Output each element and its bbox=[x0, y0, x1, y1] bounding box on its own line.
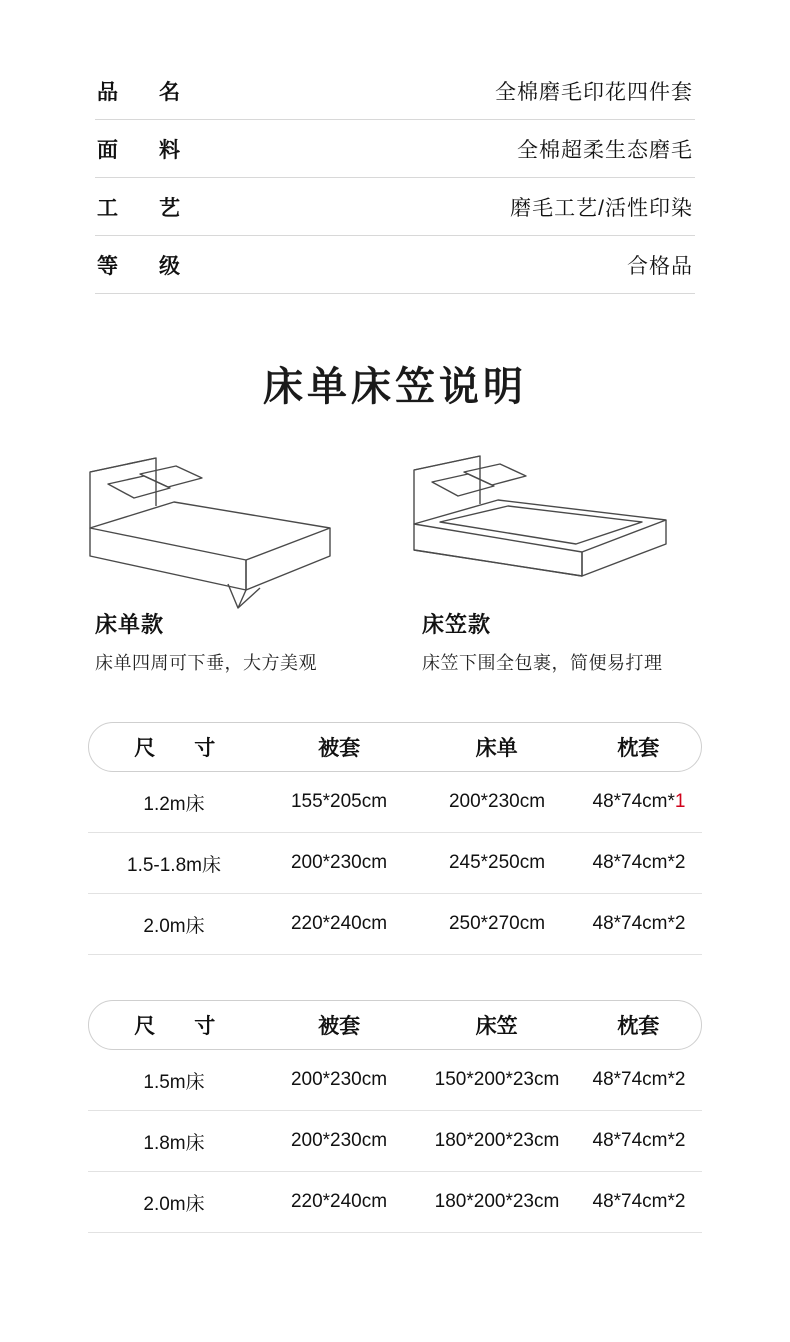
cell-pillowcase: 48*74cm*2 bbox=[592, 1069, 686, 1090]
caption-title: 床笠款 bbox=[422, 612, 492, 637]
table-row bbox=[88, 1050, 702, 1111]
caption-flat-sheet bbox=[95, 608, 317, 675]
cell-quilt-cover: 200*230cm bbox=[290, 1130, 388, 1151]
column-header-quilt-cover: 被套 bbox=[318, 737, 361, 760]
caption-title: 床单款 bbox=[95, 612, 165, 637]
cell-size: 2.0m床 bbox=[143, 1193, 205, 1215]
table-row bbox=[88, 833, 702, 894]
spec-value: 全棉超柔生态磨毛 bbox=[517, 138, 693, 162]
cell-size: 1.2m床 bbox=[143, 793, 205, 815]
flat-sheet-bed-illustration bbox=[78, 450, 368, 610]
cell-quilt-cover: 200*230cm bbox=[290, 1069, 388, 1090]
cell-pillowcase-count-highlight: 1 bbox=[674, 791, 686, 812]
caption-fitted-sheet bbox=[422, 608, 663, 675]
cell-bed-sheet: 245*250cm bbox=[448, 852, 546, 873]
spec-value: 磨毛工艺/活性印染 bbox=[510, 196, 693, 220]
column-header-bed-sheet: 床单 bbox=[475, 737, 518, 760]
column-header-quilt-cover: 被套 bbox=[318, 1015, 361, 1038]
table-row bbox=[95, 62, 695, 120]
cell-bed-sheet: 250*270cm bbox=[448, 913, 546, 934]
cell-fitted-sheet: 180*200*23cm bbox=[434, 1191, 560, 1212]
spec-label: 等 级 bbox=[97, 254, 190, 278]
cell-pillowcase: 48*74cm*2 bbox=[592, 852, 686, 873]
cell-quilt-cover: 155*205cm bbox=[290, 791, 388, 812]
cell-fitted-sheet: 150*200*23cm bbox=[434, 1069, 560, 1090]
fitted-sheet-bed-illustration bbox=[404, 450, 694, 610]
size-table-flat-sheet bbox=[88, 722, 702, 955]
page-title: 床单床笠说明 bbox=[263, 365, 527, 409]
table-row bbox=[95, 178, 695, 236]
table-row bbox=[95, 120, 695, 178]
spec-label: 品 名 bbox=[97, 80, 190, 104]
cell-bed-sheet: 200*230cm bbox=[448, 791, 546, 812]
cell-pillowcase bbox=[576, 791, 702, 813]
cell-size: 2.0m床 bbox=[143, 915, 205, 937]
table-row bbox=[88, 1111, 702, 1172]
column-header-size: 尺 寸 bbox=[134, 1015, 225, 1038]
column-header-pillowcase: 枕套 bbox=[617, 737, 660, 760]
column-header-size: 尺 寸 bbox=[134, 737, 225, 760]
caption-description: 床笠下围全包裹，简便易打理 bbox=[422, 653, 663, 673]
cell-pillowcase-text: 48*74cm* bbox=[592, 791, 675, 812]
cell-pillowcase: 48*74cm*2 bbox=[592, 1191, 686, 1212]
table-header-row bbox=[88, 1000, 702, 1050]
cell-size: 1.5-1.8m床 bbox=[127, 854, 221, 876]
table-row bbox=[95, 236, 695, 294]
product-spec-table bbox=[95, 62, 695, 294]
caption-description: 床单四周可下垂，大方美观 bbox=[95, 653, 317, 673]
column-header-pillowcase: 枕套 bbox=[617, 1015, 660, 1038]
table-row bbox=[88, 894, 702, 955]
table-row bbox=[88, 1172, 702, 1233]
size-table-fitted-sheet bbox=[88, 1000, 702, 1233]
cell-size: 1.5m床 bbox=[143, 1071, 205, 1093]
table-header-row bbox=[88, 722, 702, 772]
cell-quilt-cover: 220*240cm bbox=[290, 913, 388, 934]
spec-label: 工 艺 bbox=[97, 196, 190, 220]
table-row bbox=[88, 772, 702, 833]
spec-label: 面 料 bbox=[97, 138, 190, 162]
cell-quilt-cover: 200*230cm bbox=[290, 852, 388, 873]
cell-quilt-cover: 220*240cm bbox=[290, 1191, 388, 1212]
spec-value: 全棉磨毛印花四件套 bbox=[495, 80, 693, 104]
cell-pillowcase: 48*74cm*2 bbox=[592, 913, 686, 934]
cell-pillowcase: 48*74cm*2 bbox=[592, 1130, 686, 1151]
cell-fitted-sheet: 180*200*23cm bbox=[434, 1130, 560, 1151]
spec-value: 合格品 bbox=[627, 254, 693, 278]
cell-size: 1.8m床 bbox=[143, 1132, 205, 1154]
column-header-fitted-sheet: 床笠 bbox=[475, 1015, 518, 1038]
